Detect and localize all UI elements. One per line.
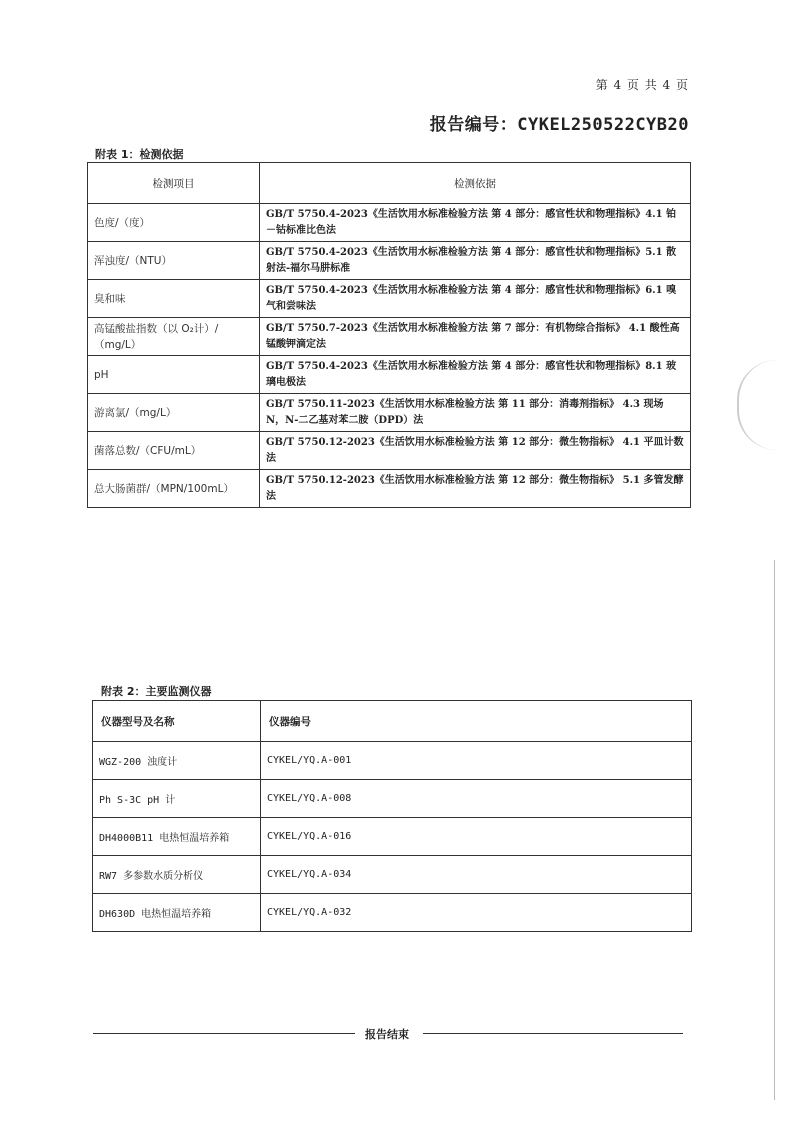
test-basis: GB/T 5750.11-2023《生活饮用水标准检验方法 第 11 部分：消毒剂指标》 4.3 现场 N，N-二乙基对苯二胺（DPD）法 [260, 394, 691, 432]
column-header-code: 仪器编号 [261, 701, 692, 742]
report-number-value: CYKEL250522CYB20 [517, 115, 689, 135]
basis-table [87, 162, 691, 508]
test-item: pH [88, 356, 260, 394]
test-basis: GB/T 5750.12-2023《生活饮用水标准检验方法 第 12 部分：微生物指标》 4.1 平皿计数法 [260, 432, 691, 470]
test-basis: GB/T 5750.4-2023《生活饮用水标准检验方法 第 4 部分：感官性状和物理指标》5.1 散射法-福尔马肼标准 [260, 242, 691, 280]
test-basis: GB/T 5750.4-2023《生活饮用水标准检验方法 第 4 部分：感官性状和物理指标》4.1 铂－钴标准比色法 [260, 204, 691, 242]
test-item: 游离氯/（mg/L） [88, 394, 260, 432]
report-number-label: 报告编号： [429, 115, 518, 135]
table-row [88, 470, 691, 508]
instrument-name: RW7 多参数水质分析仪 [93, 856, 261, 894]
table-row [88, 242, 691, 280]
test-item: 菌落总数/（CFU/mL） [88, 432, 260, 470]
instrument-name: WGZ-200 浊度计 [93, 742, 261, 780]
table-row [93, 742, 692, 780]
instrument-code: CYKEL/YQ.A-032 [261, 894, 692, 932]
table-header-row [93, 701, 692, 742]
table-header-row [88, 163, 691, 204]
table-row [93, 856, 692, 894]
table-row [88, 432, 691, 470]
footer-divider-right [423, 1033, 683, 1034]
column-header-instrument: 仪器型号及名称 [93, 701, 261, 742]
test-item: 臭和味 [88, 280, 260, 318]
instrument-name: DH4000B11 电热恒温培养箱 [93, 818, 261, 856]
test-basis: GB/T 5750.12-2023《生活饮用水标准检验方法 第 12 部分：微生物指标》 5.1 多管发酵法 [260, 470, 691, 508]
table-row [88, 394, 691, 432]
column-header-basis: 检测依据 [260, 163, 691, 204]
table-row [88, 318, 691, 356]
table1-caption: 附表 1：检测依据 [95, 148, 184, 161]
seal-stamp-edge [737, 360, 779, 450]
table-row [88, 204, 691, 242]
table-row [88, 356, 691, 394]
table-row [93, 894, 692, 932]
instrument-table [92, 700, 692, 932]
test-item: 色度/（度） [88, 204, 260, 242]
instrument-code: CYKEL/YQ.A-034 [261, 856, 692, 894]
footer-divider-left [93, 1033, 355, 1034]
page-indicator: 第 4 页 共 4 页 [595, 78, 689, 92]
table-row [88, 280, 691, 318]
table-row [93, 818, 692, 856]
page-edge-line [774, 560, 775, 1100]
test-basis: GB/T 5750.7-2023《生活饮用水标准检验方法 第 7 部分：有机物综合指标》 4.1 酸性高锰酸钾滴定法 [260, 318, 691, 356]
instrument-code: CYKEL/YQ.A-008 [261, 780, 692, 818]
column-header-item: 检测项目 [88, 163, 260, 204]
report-number [430, 110, 689, 135]
report-end-footer [93, 1026, 683, 1040]
instrument-name: DH630D 电热恒温培养箱 [93, 894, 261, 932]
instrument-code: CYKEL/YQ.A-001 [261, 742, 692, 780]
instrument-name: Ph S-3C pH 计 [93, 780, 261, 818]
table2-caption: 附表 2：主要监测仪器 [101, 685, 212, 698]
instrument-code: CYKEL/YQ.A-016 [261, 818, 692, 856]
test-basis: GB/T 5750.4-2023《生活饮用水标准检验方法 第 4 部分：感官性状和物理指标》8.1 玻璃电极法 [260, 356, 691, 394]
test-basis: GB/T 5750.4-2023《生活饮用水标准检验方法 第 4 部分：感官性状和物理指标》6.1 嗅气和尝味法 [260, 280, 691, 318]
table-row [93, 780, 692, 818]
test-item: 浑浊度/（NTU） [88, 242, 260, 280]
report-end-text: 报告结束 [365, 1028, 409, 1041]
test-item: 高锰酸盐指数（以 O₂计）/（mg/L） [88, 318, 260, 356]
test-item: 总大肠菌群/（MPN/100mL） [88, 470, 260, 508]
